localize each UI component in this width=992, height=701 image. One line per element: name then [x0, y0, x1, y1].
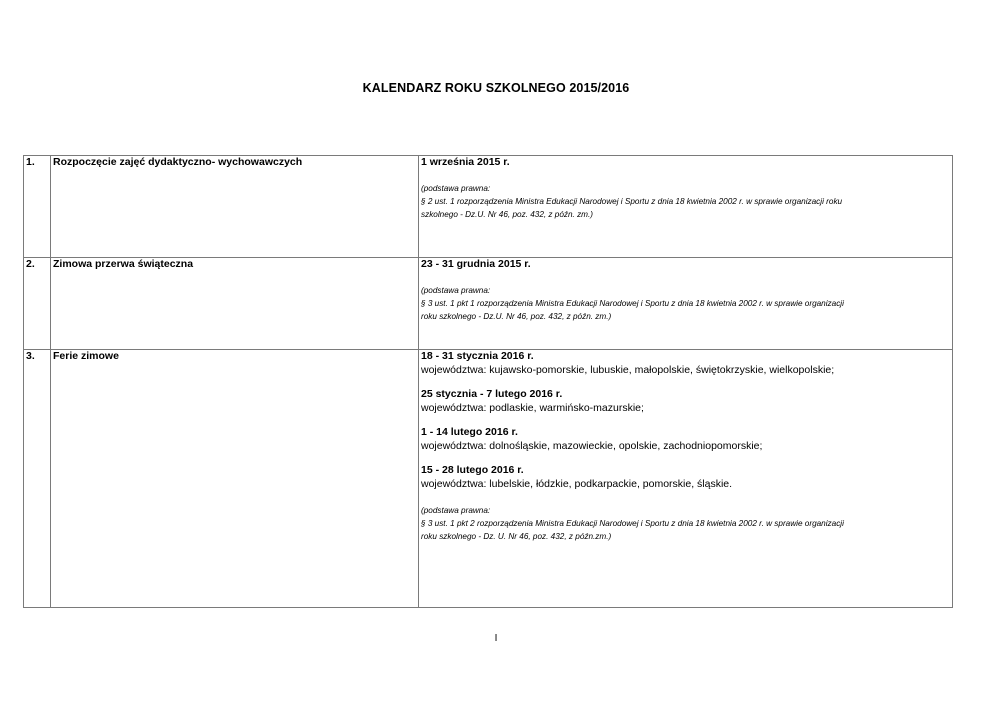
row-number: 1. [24, 156, 51, 258]
legal-basis-line: (podstawa prawna: [421, 286, 491, 295]
legal-basis-line: § 3 ust. 1 pkt 1 rozporządzenia Ministra Edukacji Narodowej i Sportu z dnia 18 kwietnia 2002 r. w sprawie organizacji [421, 299, 844, 308]
table-row [24, 156, 953, 258]
period-voivodeships: województwa: dolnośląskie, mazowieckie, opolskie, zachodniopomorskie; [421, 440, 763, 452]
legal-basis [421, 284, 950, 323]
legal-basis-line: roku szkolnego - Dz. U. Nr 46, poz. 432, z późn.zm.) [421, 532, 612, 541]
period-voivodeships: województwa: podlaskie, warmińsko-mazurskie; [421, 402, 644, 414]
legal-basis-line: § 3 ust. 1 pkt 2 rozporządzenia Ministra Edukacji Narodowej i Sportu z dnia 18 kwietnia 2002 r. w sprawie organizacji [421, 519, 844, 528]
row-number: 2. [24, 258, 51, 350]
school-calendar-table [23, 155, 953, 608]
period-voivodeships: województwa: kujawsko-pomorskie, lubuskie, małopolskie, świętokrzyskie, wielkopolskie; [421, 364, 835, 376]
period-date: 1 - 14 lutego 2016 r. [421, 426, 518, 438]
event-details [419, 156, 953, 258]
legal-basis [421, 504, 950, 543]
winter-break-period [421, 388, 950, 415]
page-number: I [494, 633, 498, 644]
legal-basis-line: szkolnego - Dz.U. Nr 46, poz. 432, z późn. zm.) [421, 210, 594, 219]
period-date: 25 stycznia - 7 lutego 2016 r. [421, 388, 563, 400]
legal-basis-line: roku szkolnego - Dz.U. Nr 46, poz. 432, z późn. zm.) [421, 312, 612, 321]
winter-break-period [421, 426, 950, 453]
legal-basis-line: (podstawa prawna: [421, 506, 491, 515]
event-details [419, 350, 953, 608]
winter-break-period [421, 350, 950, 377]
event-date: 23 - 31 grudnia 2015 r. [421, 258, 531, 270]
event-name: Ferie zimowe [51, 350, 419, 608]
period-date: 18 - 31 stycznia 2016 r. [421, 350, 534, 362]
period-date: 15 - 28 lutego 2016 r. [421, 464, 524, 476]
event-name: Zimowa przerwa świąteczna [51, 258, 419, 350]
legal-basis [421, 182, 950, 221]
legal-basis-line: § 2 ust. 1 rozporządzenia Ministra Edukacji Narodowej i Sportu z dnia 18 kwietnia 2002 r. w sprawie organizacji roku [421, 197, 843, 206]
legal-basis-line: (podstawa prawna: [421, 184, 491, 193]
event-date: 1 września 2015 r. [421, 156, 510, 168]
table-row [24, 350, 953, 608]
table-row [24, 258, 953, 350]
document-title: KALENDARZ ROKU SZKOLNEGO 2015/2016 [362, 81, 630, 95]
event-name: Rozpoczęcie zajęć dydaktyczno- wychowawczych [51, 156, 419, 258]
winter-break-period [421, 464, 950, 491]
period-voivodeships: województwa: lubelskie, łódzkie, podkarpackie, pomorskie, śląskie. [421, 478, 733, 490]
event-details [419, 258, 953, 350]
row-number: 3. [24, 350, 51, 608]
